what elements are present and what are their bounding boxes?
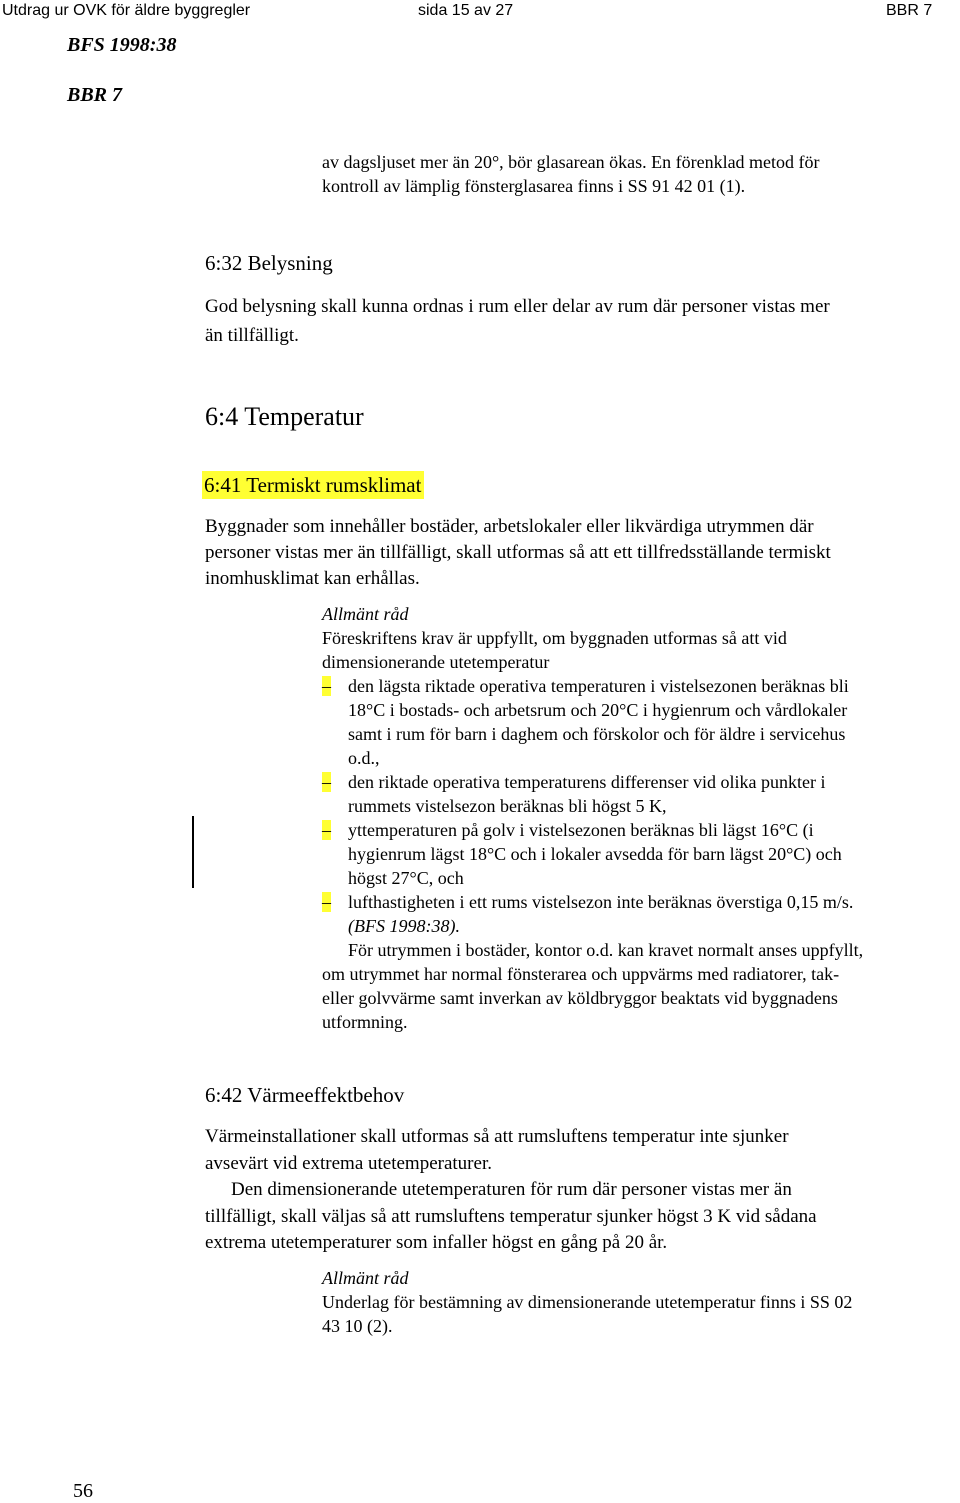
text-line: God belysning skall kunna ordnas i rum eller delar av rum där personer vistas mer <box>205 296 830 317</box>
text-line: dimensionerande utetemperatur <box>322 652 550 672</box>
intro-paragraph <box>322 150 820 198</box>
header-page-indicator: sida 15 av 27 <box>418 2 514 19</box>
text-line: o.d., <box>348 748 380 768</box>
follow-paragraph <box>322 938 942 1034</box>
text-line: av dagsljuset mer än 20°, bör glasarean ökas. En förenklad metod för <box>322 152 820 172</box>
text-line: Underlag för bestämning av dimensionerande utetemperatur finns i SS 02 <box>322 1292 853 1312</box>
text-line: För utrymmen i bostäder, kontor o.d. kan kravet normalt anses uppfyllt, <box>348 940 864 960</box>
text-line: rummets vistelsezon beräknas bli högst 5 K, <box>348 796 667 816</box>
advice-title-641: Allmänt råd <box>322 604 409 624</box>
list-item <box>322 770 942 818</box>
advice-bullet-list <box>322 674 942 1034</box>
dash-marker: – <box>322 892 331 912</box>
bfs-citation: (BFS 1998:38). <box>348 916 460 936</box>
text-line: avsevärt vid extrema utetemperaturer. <box>205 1152 492 1174</box>
advice-intro-641 <box>322 626 787 674</box>
text-line: yttemperaturen på golv i vistelsezonen beräknas bli lägst 16°C (i <box>348 820 814 840</box>
section-heading-64: 6:4 Temperatur <box>205 402 364 431</box>
list-item <box>322 818 942 890</box>
list-item <box>322 890 942 938</box>
text-line: kontroll av lämplig fönsterglasarea finns i SS 91 42 01 (1). <box>322 176 746 196</box>
page-number: 56 <box>73 1480 93 1502</box>
text-line: hygienrum lägst 18°C och i lokaler avsedda för barn lägst 20°C) och <box>348 844 842 864</box>
text-line: än tillfälligt. <box>205 325 299 346</box>
section-632-body <box>205 292 830 350</box>
section-heading-632: 6:32 Belysning <box>205 251 333 275</box>
text-line: Värmeinstallationer skall utformas så att rumsluftens temperatur inte sjunker <box>205 1126 789 1147</box>
text-line: 43 10 (2). <box>322 1316 393 1336</box>
text-line: tillfälligt, skall väljas så att rumsluftens temperatur sjunker högst 3 K vid sådana <box>205 1205 817 1227</box>
text-line: 18°C i bostads- och arbetsrum och 20°C i hygienrum och vårdlokaler <box>348 700 848 720</box>
text-line: Den dimensionerande utetemperaturen för rum där personer vistas mer än <box>231 1179 792 1200</box>
text-line: Byggnader som innehåller bostäder, arbetslokaler eller likvärdiga utrymmen där <box>205 516 814 537</box>
section-heading-642: 6:42 Värmeeffektbehov <box>205 1083 405 1107</box>
section-641-body <box>205 514 831 592</box>
advice-body-642 <box>322 1290 852 1338</box>
change-bar <box>192 816 194 888</box>
dash-marker: – <box>322 676 331 696</box>
text-line: inomhusklimat kan erhållas. <box>205 568 420 589</box>
text-line: den riktade operativa temperaturens differenser vid olika punkter i <box>348 772 826 792</box>
header-left-title: Utdrag ur OVK för äldre byggregler <box>2 2 251 19</box>
section-heading-641 <box>202 473 424 498</box>
bbr-reference: BBR 7 <box>67 84 123 106</box>
dash-marker: – <box>322 820 331 840</box>
list-item <box>322 674 942 770</box>
text-line: extrema utetemperaturer som infaller högst en gång på 20 år. <box>205 1232 668 1253</box>
text-line: den lägsta riktade operativa temperaturen i vistelsezonen beräknas bli <box>348 676 849 696</box>
dash-marker: – <box>322 772 331 792</box>
text-line: utformning. <box>322 1012 408 1032</box>
text-line: samt i rum för barn i daghem och förskolor och för äldre i servicehus <box>348 724 846 744</box>
text-line: lufthastigheten i ett rums vistelsezon inte beräknas överstiga 0,15 m/s. <box>348 892 854 912</box>
text-line: högst 27°C, och <box>348 868 464 888</box>
header-right-title: BBR 7 <box>886 2 933 19</box>
advice-title-642: Allmänt råd <box>322 1268 409 1288</box>
highlighted-heading: 6:41 Termiskt rumsklimat <box>202 471 424 499</box>
text-line: Föreskriftens krav är uppfyllt, om byggnaden utformas så att vid <box>322 628 787 648</box>
bfs-reference: BFS 1998:38 <box>67 34 177 56</box>
text-line: eller golvvärme samt inverkan av köldbryggor beaktats vid byggnadens <box>322 988 838 1008</box>
section-642-body <box>205 1124 817 1257</box>
text-line: om utrymmet har normal fönsterarea och uppvärms med radiatorer, tak- <box>322 964 840 984</box>
text-line: personer vistas mer än tillfälligt, skall utformas så att ett tillfredsställande termiskt <box>205 542 831 563</box>
